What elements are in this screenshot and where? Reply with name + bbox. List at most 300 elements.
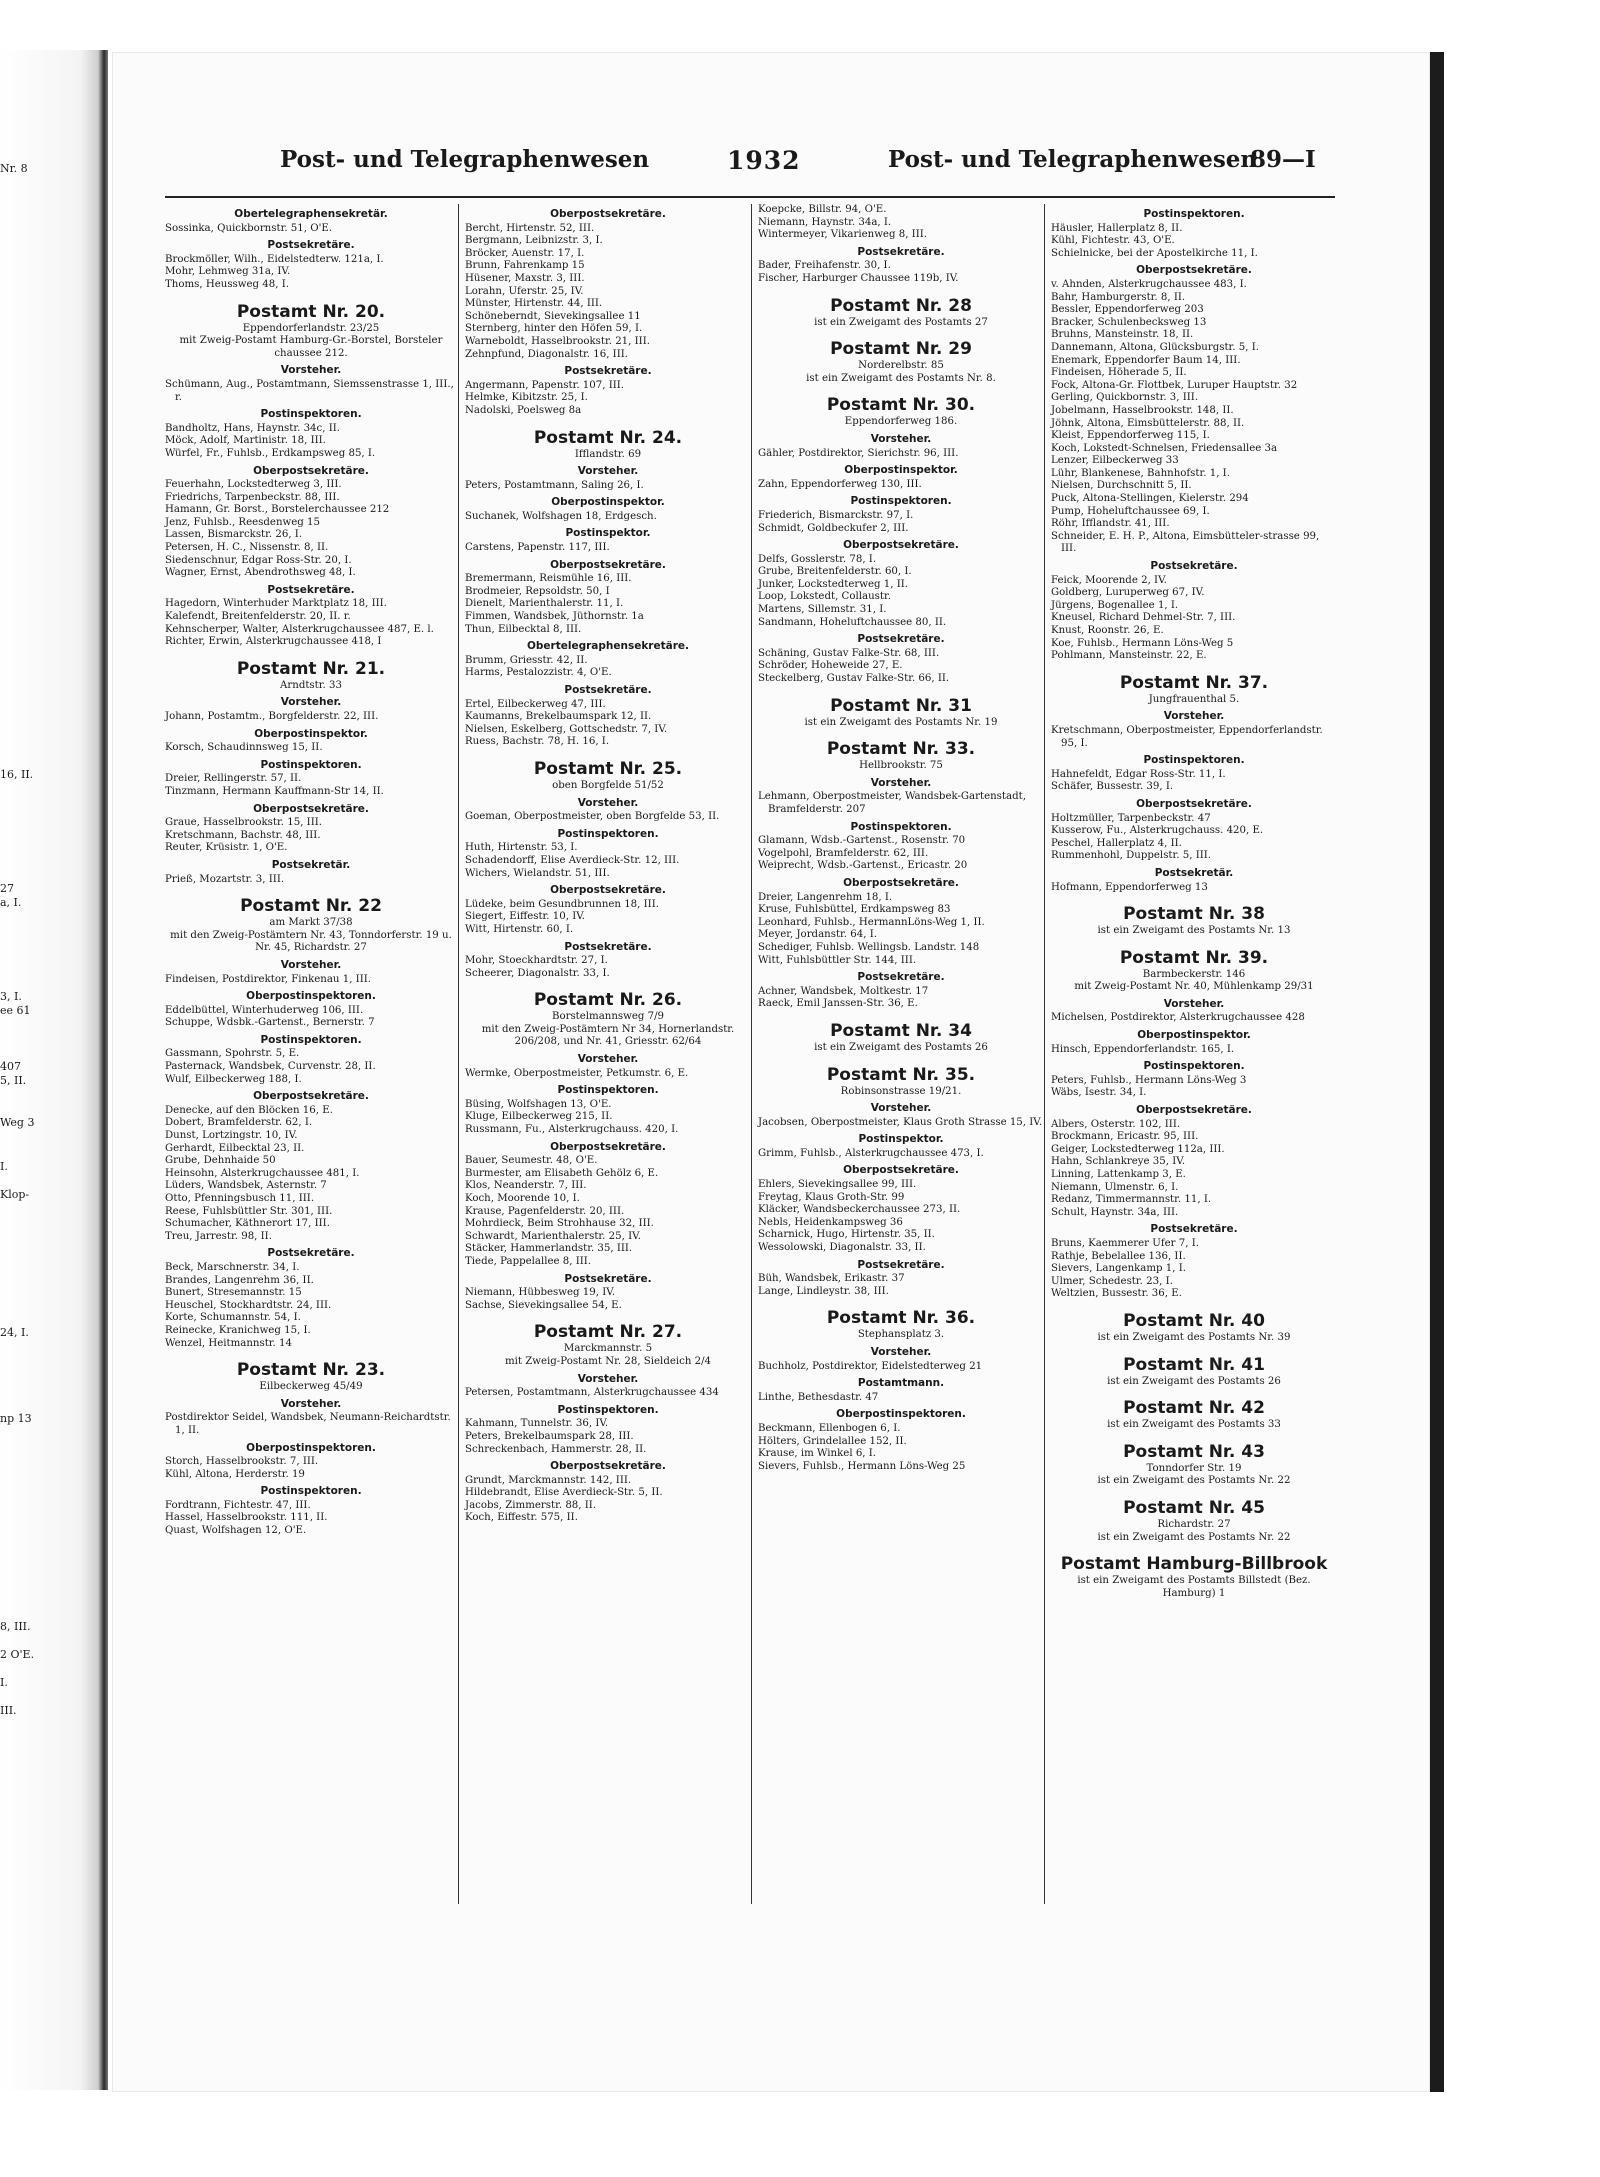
directory-entry: Brockmöller, Wilh., Eidelstedterw. 121a, I.	[165, 253, 384, 265]
directory-entry: Linthe, Bethesdastr. 47	[758, 1391, 879, 1403]
directory-entry: Jacobsen, Oberpostmeister, Klaus Groth Strasse 15, IV.	[758, 1116, 1043, 1128]
directory-entry: Rummenhohl, Duppelstr. 5, III.	[1051, 850, 1212, 862]
directory-entry: Kühl, Fichtestr. 43, O'E.	[1051, 235, 1175, 247]
directory-entry: Grimm, Fuhlsb., Alsterkrugchaussee 473, I.	[758, 1147, 984, 1159]
postamt-heading: Postamt Nr. 35.	[826, 1064, 976, 1085]
directory-entry: Wulf, Eilbeckerweg 188, I.	[165, 1073, 302, 1085]
postamt-heading: Postamt Nr. 25.	[533, 758, 683, 779]
directory-entry: Pasternack, Wandsbek, Curvenstr. 28, II.	[165, 1061, 376, 1073]
directory-entry: Siegert, Eiffestr. 10, IV.	[465, 911, 586, 923]
postamt-heading: Postamt Hamburg-Billbrook	[1060, 1554, 1328, 1575]
directory-entry: Zahn, Eppendorferweg 130, III.	[758, 478, 922, 490]
directory-entry: Pohlmann, Mansteinstr. 22, E.	[1051, 650, 1207, 662]
directory-entry: Kluge, Eilbeckerweg 215, II.	[465, 1111, 613, 1123]
directory-entry: Bruns, Kaemmerer Ufer 7, I.	[1051, 1237, 1199, 1249]
directory-entry: Pump, Hoheluftchaussee 69, I.	[1051, 505, 1210, 517]
directory-entry: Reinecke, Kranichweg 15, I.	[165, 1324, 311, 1336]
directory-entry: Sternberg, hinter den Höfen 59, I.	[465, 323, 643, 335]
section-heading: Oberpostsekretäre.	[253, 1090, 369, 1103]
directory-entry: Jobelmann, Hasselbrookstr. 148, II.	[1051, 404, 1234, 416]
directory-entry: Schöneberndt, Sievekingsallee 11	[465, 310, 641, 322]
facing-page-fragment: 27	[0, 882, 14, 895]
directory-entry: Peschel, Hallerplatz 4, II.	[1051, 837, 1182, 849]
postamt-note: ist ein Zweigamt des Postamts Nr. 22	[1097, 1531, 1291, 1543]
directory-entry: Fimmen, Wandsbek, Jüthornstr. 1a	[465, 611, 644, 623]
directory-entry: Michelsen, Postdirektor, Alsterkrugchaussee 428	[1051, 1012, 1305, 1024]
directory-entry: Graue, Hasselbrookstr. 15, III.	[165, 817, 322, 829]
facing-page-fragment: np 13	[0, 1412, 32, 1425]
postamt-heading: Postamt Nr. 22	[240, 896, 382, 917]
directory-entry: Kretschmann, Bachstr. 48, III.	[165, 829, 321, 841]
directory-entry: Brodmeier, Repsoldstr. 50, I	[465, 585, 610, 597]
postamt-note: mit den Zweig-Postämtern Nr 34, Hornerlandstr. 206/208, und Nr. 41, Griesstr. 62/64	[481, 1023, 738, 1048]
directory-entry: Wenzel, Heitmannstr. 14	[165, 1337, 292, 1349]
postamt-note: mit Zweig-Postamt Nr. 28, Sieldeich 2/4	[504, 1355, 712, 1367]
section-heading: Postsekretäre.	[1150, 1223, 1238, 1236]
directory-entry: Sachse, Sievekingsallee 54, E.	[465, 1299, 622, 1311]
directory-entry: Brunn, Fahrenkamp 15	[465, 260, 585, 272]
postamt-note: ist ein Zweigamt des Postamts Billstedt (Bez. Hamburg) 1	[1077, 1575, 1314, 1599]
directory-entry: Vogelpohl, Bramfelderstr. 62, III.	[758, 847, 929, 859]
directory-entry: Otto, Pfenningsbusch 11, III.	[165, 1193, 315, 1204]
directory-entry: Krause, Pagenfelderstr. 20, III.	[465, 1205, 625, 1217]
directory-entry: Thun, Eilbecktal 8, III.	[465, 623, 582, 635]
postamt-heading: Postamt Nr. 45	[1123, 1497, 1265, 1518]
postamt-heading: Postamt Nr. 33.	[826, 739, 976, 760]
directory-entry: Würfel, Fr., Fuhlsb., Erdkampsweg 85, I.	[165, 447, 376, 459]
directory-entry: Lorahn, Uferstr. 25, IV.	[465, 285, 584, 297]
header-right-title: Post- und Telegraphenwesen	[888, 146, 1258, 173]
directory-entry: Peters, Brekelbaumspark 28, III.	[465, 1430, 634, 1442]
directory-entry: Schielnicke, bei der Apostelkirche 11, I.	[1051, 247, 1258, 259]
directory-entry: Witt, Fuhlsbüttler Str. 144, III.	[758, 954, 917, 966]
directory-entry: Niemann, Haynstr. 34a, I.	[758, 216, 892, 228]
directory-entry: Kläcker, Wandsbeckerchaussee 273, II.	[758, 1204, 961, 1216]
directory-entry: Steckelberg, Gustav Falke-Str. 66, II.	[758, 673, 950, 685]
section-heading: Vorsteher.	[280, 1397, 342, 1410]
directory-entry: Schumacher, Käthnerort 17, III.	[165, 1218, 330, 1230]
section-heading: Oberpostinspektor.	[844, 464, 958, 477]
directory-entry: Schäning, Gustav Falke-Str. 68, III.	[758, 647, 940, 659]
directory-entry: Siedenschnur, Edgar Ross-Str. 20, I.	[165, 554, 352, 566]
directory-entry: Koch, Moorende 10, I.	[465, 1193, 580, 1204]
directory-entry: Delfs, Gosslerstr. 78, I.	[758, 553, 877, 565]
directory-entry: Gähler, Postdirektor, Sierichstr. 96, III.	[758, 447, 959, 459]
section-heading: Oberpostsekretäre.	[843, 1164, 959, 1177]
directory-entry: Buchholz, Postdirektor, Eidelstedterweg 21	[758, 1360, 983, 1372]
section-heading: Oberpostinspektor.	[551, 496, 665, 509]
directory-entry: Rathje, Bebelallee 136, II.	[1051, 1250, 1186, 1262]
directory-entry: Wichers, Wielandstr. 51, III.	[465, 867, 610, 879]
section-heading: Vorsteher.	[1163, 710, 1225, 723]
postamt-address: Stephansplatz 3.	[857, 1329, 945, 1341]
directory-entry: Hahn, Schlankreye 35, IV.	[1051, 1156, 1186, 1168]
postamt-address: Richardstr. 27	[1157, 1518, 1231, 1530]
section-heading: Postsekretäre.	[857, 971, 945, 984]
directory-entry: Scharnick, Hugo, Hirtenstr. 35, II.	[758, 1229, 935, 1241]
section-heading: Vorsteher.	[280, 696, 342, 709]
directory-entry: Bracker, Schulenbecksweg 13	[1051, 316, 1207, 328]
postamt-note: ist ein Zweigamt des Postamts Nr. 39	[1097, 1331, 1291, 1343]
section-heading: Oberpostsekretäre.	[253, 464, 369, 477]
directory-entry: Sossinka, Quickbornstr. 51, O'E.	[165, 222, 333, 234]
section-heading: Vorsteher.	[870, 1346, 932, 1358]
section-heading: Oberpostinspektoren.	[246, 1441, 376, 1454]
directory-entry: Reuter, Krüsistr. 1, O'E.	[165, 842, 288, 854]
directory-entry: Gassmann, Spohrstr. 5, E.	[165, 1048, 300, 1060]
directory-entry: Koe, Fuhlsb., Hermann Löns-Weg 5	[1051, 637, 1234, 649]
directory-entry: Sievers, Langenkamp 1, I.	[1051, 1263, 1187, 1275]
facing-page-fragment: ee 61	[0, 1004, 31, 1017]
directory-entry: Ertel, Eilbeckerweg 47, III.	[465, 698, 606, 710]
postamt-heading: Postamt Nr. 31	[830, 695, 972, 716]
directory-entry: Zehnpfund, Diagonalstr. 16, III.	[465, 348, 628, 360]
directory-entry: Hüsener, Maxstr. 3, III.	[465, 272, 585, 284]
directory-entry: Schediger, Fuhlsb. Wellingsb. Landstr. 148	[758, 941, 980, 953]
section-heading: Postinspektoren.	[260, 758, 362, 771]
directory-entry: Schäfer, Bussestr. 39, I.	[1051, 781, 1174, 793]
directory-entry: Petersen, Postamtmann, Alsterkrugchaussee 434	[465, 1387, 719, 1399]
directory-entry: Bergmann, Leibnizstr. 3, I.	[465, 235, 603, 247]
section-heading: Vorsteher.	[577, 1053, 639, 1066]
directory-entry: Friedrichs, Tarpenbeckstr. 88, III.	[165, 491, 340, 503]
facing-page-fragment: 24, I.	[0, 1326, 29, 1339]
postamt-heading: Postamt Nr. 21.	[236, 658, 386, 679]
directory-entry: Kruse, Fuhlsbüttel, Erdkampsweg 83	[758, 904, 951, 916]
directory-entry: Hofmann, Eppendorferweg 13	[1051, 881, 1208, 893]
section-heading: Oberpostinspektor.	[1137, 1029, 1251, 1042]
postamt-heading: Postamt Nr. 30.	[826, 395, 976, 416]
postamt-heading: Postamt Nr. 34	[830, 1020, 972, 1041]
postamt-heading: Postamt Nr. 26.	[533, 990, 683, 1011]
postamt-heading: Postamt Nr. 43	[1123, 1441, 1265, 1462]
section-heading: Postamtmann.	[857, 1377, 945, 1390]
section-heading: Oberpostsekretäre.	[1136, 1104, 1252, 1117]
section-heading: Vorsteher.	[280, 958, 342, 971]
directory-entry: Treu, Jarrestr. 98, II.	[165, 1230, 272, 1242]
directory-entry: Büh, Wandsbek, Erikastr. 37	[758, 1273, 905, 1285]
directory-entry: Bader, Freihafenstr. 30, I.	[758, 260, 891, 272]
section-heading: Postinspektor.	[565, 527, 651, 540]
directory-entry: Schwardt, Marienthalerstr. 25, IV.	[465, 1230, 641, 1242]
directory-entry: Albers, Osterstr. 102, III.	[1051, 1118, 1181, 1130]
postamt-heading: Postamt Nr. 28	[830, 295, 972, 316]
directory-entry: Dannemann, Altona, Glücksburgstr. 5, I.	[1051, 341, 1259, 353]
directory-entry: Lüders, Wandsbek, Asternstr. 7	[165, 1180, 327, 1192]
directory-entry: Hinsch, Eppendorferlandstr. 165, I.	[1051, 1043, 1235, 1055]
directory-entry: Koch, Lokstedt-Schnelsen, Friedensallee 3a	[1051, 442, 1278, 454]
section-heading: Postsekretäre.	[857, 245, 945, 258]
directory-entry: Glamann, Wdsb.-Gartenst., Rosenstr. 70	[758, 835, 966, 847]
directory-entry: Hahnefeldt, Edgar Ross-Str. 11, I.	[1051, 768, 1226, 780]
directory-entry: Prieß, Mozartstr. 3, III.	[165, 873, 285, 885]
postamt-address: oben Borgfelde 51/52	[552, 779, 664, 791]
directory-entry: Hagedorn, Winterhuder Marktplatz 18, III.	[165, 598, 387, 610]
directory-entry: Suchanek, Wolfshagen 18, Erdgesch.	[465, 510, 657, 522]
directory-entry: v. Ahnden, Alsterkrugchaussee 483, I.	[1051, 278, 1247, 290]
postamt-address: Eppendorferweg 186.	[844, 416, 958, 428]
postamt-address: Barmbeckerstr. 146	[1142, 968, 1246, 980]
directory-entry: Warneboldt, Hasselbrookstr. 21, III.	[465, 335, 650, 347]
directory-entry: Puck, Altona-Stellingen, Kielerstr. 294	[1051, 493, 1249, 505]
directory-entry: Friederich, Bismarckstr. 97, I.	[758, 509, 914, 521]
directory-entry: Bunert, Stresemannstr. 15	[165, 1287, 302, 1299]
postamt-address: Robinsonstrasse 19/21.	[840, 1085, 962, 1097]
section-heading: Postsekretäre.	[857, 1258, 945, 1271]
directory-entry: Schult, Haynstr. 34a, III.	[1051, 1206, 1179, 1218]
postamt-address: Eilbeckerweg 45/49	[259, 1381, 363, 1393]
directory-entry: Fordtrann, Fichtestr. 47, III.	[165, 1499, 311, 1511]
section-heading: Postsekretäre.	[564, 940, 652, 953]
directory-entry: Bauer, Seumestr. 48, O'E.	[465, 1155, 598, 1167]
facing-page-fragment: 8, III.	[0, 1620, 31, 1633]
postamt-heading: Postamt Nr. 23.	[236, 1360, 386, 1381]
section-heading: Postinspektoren.	[557, 1403, 659, 1416]
postamt-note: ist ein Zweigamt des Postamts Nr. 13	[1097, 925, 1291, 937]
directory-entry: Jöhnk, Altona, Eimsbüttelerstr. 88, II.	[1051, 417, 1245, 429]
directory-entry: Tinzmann, Hermann Kauffmann-Str 14, II.	[165, 785, 384, 797]
section-heading: Postinspektoren.	[260, 408, 362, 421]
directory-entry: Koepcke, Billstr. 94, O'E.	[758, 204, 887, 215]
directory-entry: Linning, Lattenkamp 3, E.	[1051, 1169, 1186, 1180]
directory-entry: Carstens, Papenstr. 117, III.	[465, 542, 610, 554]
section-heading: Postsekretäre.	[564, 365, 652, 378]
directory-entry: Bröcker, Auenstr. 17, I.	[465, 247, 585, 259]
postamt-address: Arndtstr. 33	[280, 679, 342, 691]
section-heading: Vorsteher.	[577, 465, 639, 478]
directory-entry: Peters, Postamtmann, Saling 26, I.	[465, 479, 644, 491]
directory-entry: Holtzmüller, Tarpenbeckstr. 47	[1051, 812, 1211, 824]
postamt-heading: Postamt Nr. 20.	[236, 301, 386, 322]
directory-entry: Huth, Hirtenstr. 53, I.	[465, 842, 578, 854]
directory-entry: Kaumanns, Brekelbaumspark 12, II.	[465, 711, 652, 723]
directory-entry: Schümann, Aug., Postamtmann, Siemssenstrasse 1, III., r.	[165, 378, 458, 403]
section-heading: Postinspektoren.	[557, 1084, 659, 1097]
directory-entry: Kahmann, Tunnelstr. 36, IV.	[465, 1418, 609, 1430]
directory-entry: Helmke, Kibitzstr. 25, I.	[465, 392, 588, 404]
directory-entry: Meyer, Jordanstr. 64, I.	[758, 929, 877, 941]
postamt-address: Borstelmannsweg 7/9	[551, 1011, 665, 1023]
section-heading: Oberpostsekretäre.	[550, 558, 666, 571]
directory-entry: Bremermann, Reismühle 16, III.	[465, 573, 632, 585]
directory-entry: Wagner, Ernst, Abendrothsweg 48, I.	[165, 567, 356, 579]
directory-entry: Kusserow, Fu., Alsterkrugchauss. 420, E.	[1051, 825, 1264, 837]
directory-entry: Niemann, Ulmenstr. 6, I.	[1051, 1181, 1179, 1193]
directory-entry: Nadolski, Poelsweg 8a	[465, 404, 582, 416]
column-1	[165, 204, 457, 1904]
directory-entry: Petersen, H. C., Nissenstr. 8, II.	[165, 542, 329, 554]
directory-entry: Hölters, Grindelallee 152, II.	[758, 1435, 907, 1447]
directory-entry: Brumm, Griesstr. 42, II.	[465, 654, 588, 666]
facing-page-fragment: 2 O'E.	[0, 1648, 35, 1661]
directory-entry: Fock, Altona-Gr. Flottbek, Luruper Hauptstr. 32	[1051, 379, 1298, 391]
directory-entry: Wessolowski, Diagonalstr. 33, II.	[758, 1242, 926, 1254]
postamt-heading: Postamt Nr. 41	[1123, 1354, 1265, 1375]
directory-entry: Findeisen, Postdirektor, Finkenau 1, III.	[165, 973, 371, 985]
section-heading: Oberpostsekretäre.	[1136, 264, 1252, 277]
directory-entry: Dreier, Rellingerstr. 57, II.	[165, 773, 302, 785]
directory-entry: Mohrdieck, Beim Strohhause 32, III.	[465, 1218, 654, 1230]
directory-entry: Lüdeke, beim Gesundbrunnen 18, III.	[465, 898, 659, 910]
page-header	[165, 146, 1335, 182]
directory-entry: Bessler, Eppendorferweg 203	[1051, 304, 1204, 316]
section-heading: Oberpostsekretäre.	[1136, 797, 1252, 810]
postamt-heading: Postamt Nr. 36.	[826, 1308, 976, 1329]
directory-entry: Tiede, Pappelallee 8, III.	[465, 1255, 592, 1267]
directory-entry: Storch, Hasselbrookstr. 7, III.	[165, 1456, 319, 1468]
directory-entry: Angermann, Papenstr. 107, III.	[465, 379, 625, 391]
section-heading: Postinspektor.	[858, 1133, 944, 1146]
section-heading: Postinspektoren.	[557, 827, 659, 840]
directory-entry: Sandmann, Hoheluftchaussee 80, II.	[758, 616, 947, 628]
directory-entry: Korsch, Schaudinnsweg 15, II.	[165, 742, 323, 754]
directory-entry: Richter, Erwin, Alsterkrugchaussee 418, I	[165, 636, 382, 648]
section-heading: Vorsteher.	[870, 432, 932, 445]
section-heading: Postsekretäre.	[1150, 560, 1238, 573]
directory-entry: Findeisen, Höherade 5, II.	[1051, 367, 1187, 379]
directory-entry: Schröder, Hoheweide 27, E.	[758, 660, 903, 672]
directory-entry: Grube, Breitenfelderstr. 60, I.	[758, 566, 912, 578]
postamt-heading: Postamt Nr. 37.	[1119, 672, 1269, 693]
facing-page-fragment: 407	[0, 1060, 21, 1073]
directory-entry: Gerhardt, Eilbecktal 23, II.	[165, 1142, 305, 1154]
directory-entry: Feuerhahn, Lockstedterweg 3, III.	[165, 479, 342, 491]
section-heading: Oberpostsekretäre.	[550, 1460, 666, 1473]
header-page-number: 89—I	[1250, 146, 1316, 173]
directory-entry: Mohr, Stoeckhardtstr. 27, I.	[465, 955, 608, 967]
directory-entry: Achner, Wandsbek, Moltkestr. 17	[758, 985, 929, 997]
postamt-note: ist ein Zweigamt des Postamts 26	[814, 1041, 988, 1053]
section-heading: Vorsteher.	[577, 1372, 639, 1385]
directory-entry: Beck, Marschnerstr. 34, I.	[165, 1261, 300, 1273]
directory-entry: Leonhard, Fuhlsb., HermannLöns-Weg 1, II.	[758, 916, 985, 928]
facing-page-fragment: 3, I.	[0, 990, 22, 1003]
header-year: 1932	[727, 146, 801, 175]
postamt-address: am Markt 37/38	[269, 917, 353, 929]
directory-entry: Raeck, Emil Janssen-Str. 36, E.	[758, 998, 918, 1010]
directory-entry: Quast, Wolfshagen 12, O'E.	[165, 1525, 307, 1537]
section-heading: Obertelegraphensekretär.	[234, 208, 388, 220]
column-2	[458, 204, 751, 1904]
directory-entry: Bandholtz, Hans, Haynstr. 34c, II.	[165, 422, 341, 434]
facing-page-fragments	[0, 50, 96, 2080]
directory-entry: Hildebrandt, Elise Averdieck-Str. 5, II.	[465, 1487, 663, 1499]
directory-entry: Brandes, Langenrehm 36, II.	[165, 1274, 314, 1286]
directory-entry: Wermke, Oberpostmeister, Petkumstr. 6, E.	[465, 1067, 689, 1079]
directory-entry: Büsing, Wolfshagen 13, O'E.	[465, 1098, 612, 1110]
facing-page-fragment: 16, II.	[0, 768, 34, 781]
section-heading: Postinspektoren.	[850, 495, 952, 508]
directory-entry: Russmann, Fu., Alsterkrugchauss. 420, I.	[465, 1124, 679, 1136]
directory-entry: Reese, Fuhlsbüttler Str. 301, III.	[165, 1205, 333, 1217]
directory-entry: Knust, Roonstr. 26, E.	[1051, 625, 1164, 636]
postamt-note: ist ein Zweigamt des Postamts 33	[1107, 1419, 1281, 1431]
postamt-note: ist ein Zweigamt des Postamts 26	[1107, 1375, 1281, 1387]
directory-entry: Grube, Dehnhaide 50	[165, 1155, 276, 1167]
directory-entry: Lange, Lindleystr. 38, III.	[758, 1285, 889, 1297]
directory-entry: Johann, Postamtm., Borgfelderstr. 22, III.	[165, 711, 379, 722]
directory-entry: Postdirektor Seidel, Wandsbek, Neumann-Reichardtstr. 1, II.	[165, 1412, 454, 1436]
directory-entry: Harms, Pestalozzistr. 4, O'E.	[465, 667, 612, 679]
directory-entry: Enemark, Eppendorfer Baum 14, III.	[1051, 354, 1241, 366]
directory-entry: Klos, Neanderstr. 7, III.	[465, 1180, 587, 1192]
column-3	[751, 204, 1044, 1904]
section-heading: Oberpostsekretäre.	[550, 884, 666, 897]
directory-entry: Mohr, Lehmweg 31a, IV.	[165, 266, 291, 278]
directory-entry: Häusler, Hallerplatz 8, II.	[1051, 222, 1183, 234]
directory-entry: Beckmann, Ellenbogen 6, I.	[758, 1422, 901, 1434]
postamt-note: mit Zweig-Postamt Nr. 40, Mühlenkamp 29/31	[1074, 981, 1314, 993]
postamt-address: Ifflandstr. 69	[574, 448, 642, 460]
facing-page-fragment: Klop-	[0, 1188, 30, 1201]
postamt-note: mit den Zweig-Postämtern Nr. 43, Tonndorferstr. 19 u. Nr. 45, Richardstr. 27	[170, 929, 456, 954]
directory-entry: Eddelbüttel, Winterhuderweg 106, III.	[165, 1004, 364, 1016]
directory-entry: Möck, Adolf, Martinistr. 18, III.	[165, 435, 326, 447]
directory-entry: Dienelt, Marienthalerstr. 11, I.	[465, 598, 624, 610]
directory-entry: Loop, Lokstedt, Collaustr.	[758, 591, 891, 603]
directory-entry: Geiger, Lockstedterweg 112a, III.	[1051, 1143, 1225, 1155]
directory-entry: Korte, Schumannstr. 54, I.	[165, 1312, 301, 1324]
directory-entry: Lühr, Blankenese, Bahnhofstr. 1, I.	[1051, 467, 1230, 479]
directory-entry: Röhr, Ifflandstr. 41, III.	[1051, 518, 1170, 530]
directory-entry: Fischer, Harburger Chaussee 119b, IV.	[758, 272, 959, 284]
directory-entry: Goldberg, Luruperweg 67, IV.	[1051, 587, 1205, 599]
section-heading: Postsekretär.	[1154, 866, 1234, 879]
facing-page-fragment: I.	[0, 1160, 8, 1173]
postamt-address: Hellbrookstr. 75	[859, 760, 943, 772]
postamt-address: Marckmannstr. 5	[563, 1343, 653, 1355]
directory-entry: Lassen, Bismarckstr. 26, I.	[165, 529, 303, 541]
postamt-note: ist ein Zweigamt des Postamts Nr. 8.	[806, 372, 996, 384]
section-heading: Vorsteher.	[870, 1102, 932, 1115]
header-left-title: Post- und Telegraphenwesen	[280, 146, 650, 173]
facing-page-fragment: a, I.	[0, 896, 22, 909]
facing-page-fragment: III.	[0, 1704, 17, 1717]
directory-entry: Sievers, Fuhlsb., Hermann Löns-Weg 25	[758, 1460, 966, 1472]
directory-entry: Lenzer, Eilbeckerweg 33	[1051, 455, 1179, 467]
directory-entry: Bercht, Hirtenstr. 52, III.	[465, 222, 595, 234]
directory-entry: Burmester, am Elisabeth Gehölz 6, E.	[465, 1167, 659, 1179]
directory-entry: Dreier, Langenrehm 18, I.	[758, 891, 893, 903]
directory-entry: Niemann, Hübbesweg 19, IV.	[465, 1287, 616, 1299]
directory-entry: Krause, im Winkel 6, I.	[758, 1448, 877, 1460]
directory-entry: Martens, Sillemstr. 31, I.	[758, 604, 887, 616]
section-heading: Oberpostsekretäre.	[843, 539, 959, 552]
section-heading: Vorsteher.	[577, 796, 639, 809]
section-heading: Postinspektoren.	[850, 820, 952, 833]
section-heading: Postinspektoren.	[1143, 208, 1245, 220]
directory-entry: Lehmann, Oberpostmeister, Wandsbek-Gartenstadt, Bramfelderstr. 207	[758, 791, 1030, 815]
postamt-address: Norderelbstr. 85	[858, 360, 944, 372]
section-heading: Postsekretäre.	[267, 1247, 355, 1260]
directory-entry: Ruess, Bachstr. 78, H. 16, I.	[465, 736, 610, 748]
directory-entry: Wintermeyer, Vikarienweg 8, III.	[758, 229, 927, 241]
directory-entry: Münster, Hirtenstr. 44, III.	[465, 298, 603, 310]
directory-entry: Wäbs, Isestr. 34, I.	[1051, 1087, 1147, 1099]
section-heading: Postsekretäre.	[564, 1272, 652, 1285]
directory-entry: Hamann, Gr. Borst., Borstelerchaussee 212	[165, 504, 390, 516]
postamt-note: mit Zweig-Postamt Hamburg-Gr.-Borstel, Borsteler chaussee 212.	[179, 335, 446, 359]
directory-entry: Schreckenbach, Hammerstr. 28, II.	[465, 1443, 647, 1455]
directory-entry: Weiprecht, Wdsb.-Gartenst., Ericastr. 20	[758, 860, 968, 872]
directory-entry: Kleist, Eppendorferweg 115, I.	[1051, 430, 1210, 442]
directory-entry: Kalefendt, Breitenfelderstr. 20, II. r.	[165, 611, 351, 623]
directory-entry: Bruhns, Mansteinstr. 18, II.	[1051, 329, 1194, 341]
directory-entry: Brockmann, Ericastr. 95, III.	[1051, 1131, 1199, 1143]
directory-entry: Peters, Fuhlsb., Hermann Löns-Weg 3	[1051, 1074, 1247, 1086]
section-heading: Postsekretäre.	[267, 239, 355, 252]
section-heading: Postsekretäre.	[857, 633, 945, 646]
